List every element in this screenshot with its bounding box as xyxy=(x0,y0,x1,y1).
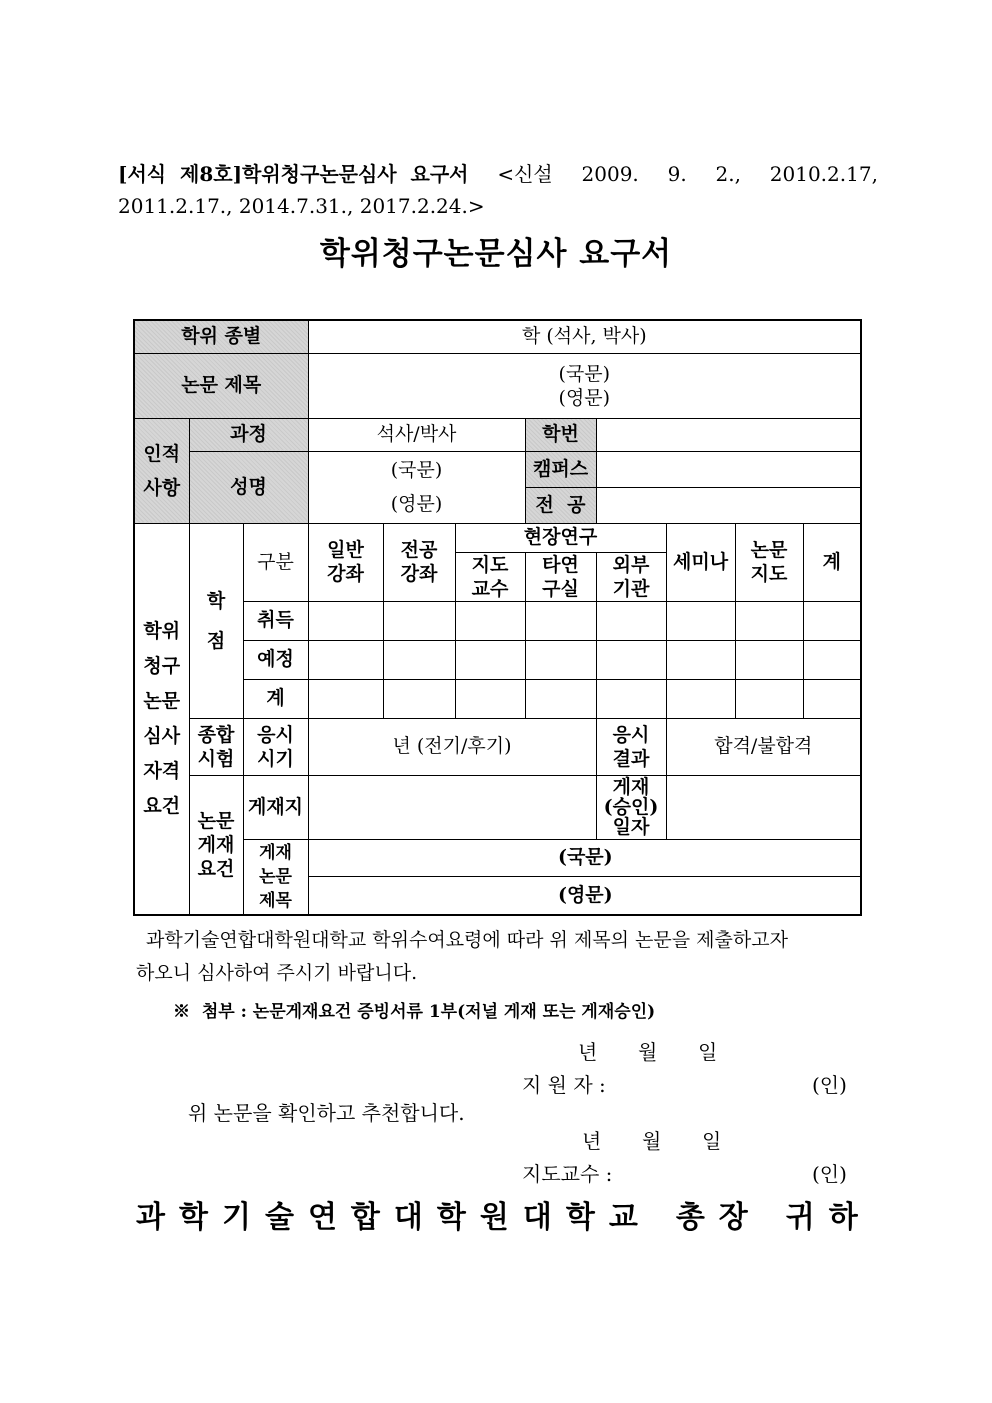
history-token: 9. xyxy=(667,162,687,186)
course-label: 과정 xyxy=(189,418,308,451)
credit-cell[interactable] xyxy=(596,640,666,679)
request-line-2: 하오니 심사하여 주시기 바랍니다. xyxy=(136,962,418,984)
applicant-date[interactable]: 년 월 일 xyxy=(578,1040,718,1064)
student-id-label: 학번 xyxy=(525,418,596,451)
journal-label: 게재지 xyxy=(243,775,308,839)
thesis-title-label: 논문 제목 xyxy=(134,353,308,418)
credit-cell[interactable] xyxy=(525,601,596,640)
credit-cell[interactable] xyxy=(666,679,735,718)
row-acquired-label: 취득 xyxy=(243,601,308,640)
category-label: 구분 xyxy=(243,523,308,601)
credit-cell[interactable] xyxy=(525,679,596,718)
col-field-research: 현장연구 xyxy=(455,523,666,552)
campus-label: 캠퍼스 xyxy=(525,451,596,487)
credit-cell[interactable] xyxy=(308,640,383,679)
degree-type-value[interactable]: 학 (석사, 박사) xyxy=(308,320,861,353)
credit-cell[interactable] xyxy=(803,679,861,718)
history-line-2: 2011.2.17., 2014.7.31., 2017.2.24.> xyxy=(118,194,485,218)
credit-cell[interactable] xyxy=(308,601,383,640)
col-other-lab: 타연 구실 xyxy=(525,552,596,601)
exam-time-label: 응시 시기 xyxy=(243,718,308,775)
history-token: 2010.2.17, xyxy=(769,162,878,186)
pub-title-label: 게재 논문 제목 xyxy=(243,839,308,915)
credit-cell[interactable] xyxy=(735,679,803,718)
journal-field[interactable] xyxy=(308,775,596,839)
applicant-seal[interactable]: (인) xyxy=(812,1073,847,1097)
col-advisor: 지도 교수 xyxy=(455,552,525,601)
history-token: 2009. xyxy=(581,162,639,186)
confirm-text: 위 논문을 확인하고 추천합니다. xyxy=(188,1101,465,1125)
credit-cell[interactable] xyxy=(803,601,861,640)
pub-date-label: 게재 (승인) 일자 xyxy=(596,775,666,839)
name-en: (영문) xyxy=(390,493,443,515)
form-number: [서식 제8호]학위청구논문심사 요구서 xyxy=(118,162,469,186)
major-field[interactable] xyxy=(596,487,861,523)
qualification-label: 학위 청구 논문 심사 자격 요건 xyxy=(134,523,189,915)
attachment-note: ※ 첨부 : 논문게재요건 증빙서류 1부(저널 게재 또는 게재승인) xyxy=(173,1002,656,1022)
col-total: 계 xyxy=(803,523,861,601)
credit-cell[interactable] xyxy=(666,601,735,640)
request-line-1: 과학기술연합대학원대학교 학위수여요령에 따라 위 제목의 논문을 제출하고자 xyxy=(146,929,788,951)
col-thesis-guide: 논문 지도 xyxy=(735,523,803,601)
col-general: 일반 강좌 xyxy=(308,523,383,601)
history-token: <신설 xyxy=(497,162,553,186)
applicant-label: 지 원 자 : xyxy=(522,1073,606,1097)
credit-cell[interactable] xyxy=(525,640,596,679)
credit-cell[interactable] xyxy=(735,640,803,679)
thesis-title-field[interactable] xyxy=(308,353,861,418)
exam-result-value[interactable]: 합격/불합격 xyxy=(666,718,861,775)
col-seminar: 세미나 xyxy=(666,523,735,601)
credit-cell[interactable] xyxy=(308,679,383,718)
credit-cell[interactable] xyxy=(803,640,861,679)
advisor-seal[interactable]: (인) xyxy=(812,1162,847,1186)
form-header xyxy=(118,158,878,222)
row-planned-label: 예정 xyxy=(243,640,308,679)
thesis-title-en: (영문) xyxy=(558,386,611,409)
name-label: 성명 xyxy=(189,451,308,523)
name-ko: (국문) xyxy=(390,459,443,481)
pub-title-ko[interactable]: (국문) xyxy=(308,839,861,876)
name-field[interactable] xyxy=(308,451,525,523)
credit-cell[interactable] xyxy=(596,679,666,718)
history-token: 2., xyxy=(715,162,741,186)
course-value[interactable]: 석사/박사 xyxy=(308,418,525,451)
student-id-field[interactable] xyxy=(596,418,861,451)
pub-title-en[interactable]: (영문) xyxy=(308,876,861,915)
campus-field[interactable] xyxy=(596,451,861,487)
addressee: 과 학 기 술 연 합 대 학 원 대 학 교 총 장 귀 하 xyxy=(136,1200,858,1235)
exam-result-label: 응시 결과 xyxy=(596,718,666,775)
credit-cell[interactable] xyxy=(666,640,735,679)
row-total-label: 계 xyxy=(243,679,308,718)
credit-cell[interactable] xyxy=(735,601,803,640)
credit-cell[interactable] xyxy=(383,679,455,718)
credit-cell[interactable] xyxy=(455,640,525,679)
pub-date-field[interactable] xyxy=(666,775,861,839)
credit-cell[interactable] xyxy=(596,601,666,640)
credit-cell[interactable] xyxy=(455,601,525,640)
thesis-title-ko: (국문) xyxy=(558,362,611,385)
publication-requirement-label: 논문 게재 요건 xyxy=(189,775,243,915)
exam-time-value[interactable]: 년 (전기/후기) xyxy=(308,718,596,775)
personal-info-label: 인적 사항 xyxy=(134,418,189,523)
degree-type-label: 학위 종별 xyxy=(134,320,308,353)
request-form-table xyxy=(133,319,862,916)
page-title: 학위청구논문심사 요구서 xyxy=(319,236,673,272)
advisor-label: 지도교수 : xyxy=(522,1162,613,1186)
request-text xyxy=(136,924,860,990)
comprehensive-exam-label: 종합 시험 xyxy=(189,718,243,775)
col-external: 외부 기관 xyxy=(596,552,666,601)
credit-cell[interactable] xyxy=(383,640,455,679)
col-major: 전공 강좌 xyxy=(383,523,455,601)
major-label: 전 공 xyxy=(525,487,596,523)
credit-cell[interactable] xyxy=(383,601,455,640)
credit-cell[interactable] xyxy=(455,679,525,718)
credit-label: 학 점 xyxy=(189,523,243,718)
advisor-date[interactable]: 년 월 일 xyxy=(582,1129,722,1153)
